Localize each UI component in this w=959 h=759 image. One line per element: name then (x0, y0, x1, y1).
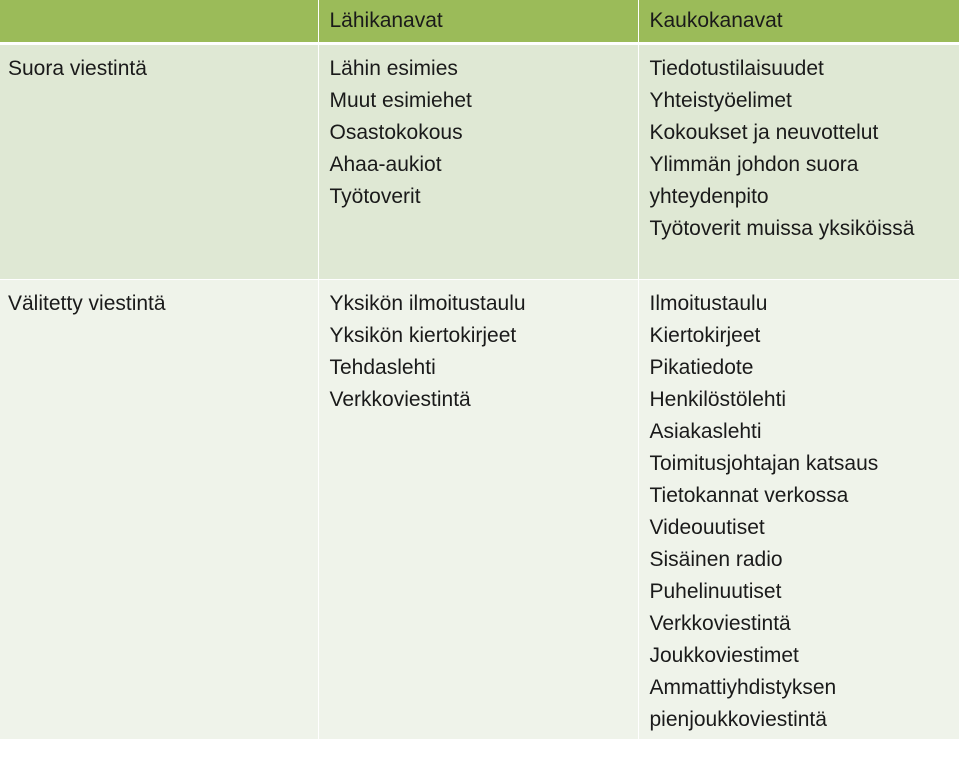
table-row-suora (0, 43, 959, 279)
list-item: Pikatiedote (649, 355, 754, 379)
kauko-cell (638, 279, 959, 739)
list-item: Ahaa-aukiot (329, 152, 442, 176)
list-item: Yksikön ilmoitustaulu (329, 291, 526, 315)
list-item: Yhteistyöelimet (649, 88, 792, 112)
list-item: Ilmoitustaulu (649, 291, 768, 315)
list-item: Tietokannat verkossa (649, 483, 849, 507)
list-item: Osastokokous (329, 120, 463, 144)
list-item: Ylimmän johdon suora yhteydenpito (649, 152, 859, 208)
list-item: Lähin esimies (329, 56, 458, 80)
list-item: Työtoverit (329, 184, 421, 208)
header-cell-lahikanavat: Lähikanavat (318, 0, 638, 43)
row-label: Välitetty viestintä (0, 279, 318, 739)
list-item: Työtoverit muissa yksiköissä (649, 216, 915, 240)
header-cell-empty (0, 0, 318, 43)
header-row (0, 0, 959, 43)
list-item: Sisäinen radio (649, 547, 783, 571)
list-item: Tehdaslehti (329, 355, 436, 379)
list-item: Kokoukset ja neuvottelut (649, 120, 879, 144)
list-item: Toimitusjohtajan katsaus (649, 451, 879, 475)
row-label: Suora viestintä (0, 43, 318, 279)
lahi-cell (318, 43, 638, 279)
list-item: Verkkoviestintä (649, 611, 791, 635)
list-item: Ammattiyhdistyksen pienjoukkoviestintä (649, 675, 837, 731)
list-item: Muut esimiehet (329, 88, 472, 112)
table-row-valitetty (0, 279, 959, 739)
list-item: Kiertokirjeet (649, 323, 761, 347)
list-item: Asiakaslehti (649, 419, 762, 443)
header-cell-kaukokanavat: Kaukokanavat (638, 0, 959, 43)
list-item: Tiedotustilaisuudet (649, 56, 824, 80)
lahi-cell (318, 279, 638, 739)
list-item: Videouutiset (649, 515, 765, 539)
list-item: Verkkoviestintä (329, 387, 471, 411)
list-item: Joukkoviestimet (649, 643, 799, 667)
kauko-cell (638, 43, 959, 279)
list-item: Yksikön kiertokirjeet (329, 323, 517, 347)
list-item: Puhelinuutiset (649, 579, 782, 603)
list-item: Henkilöstölehti (649, 387, 787, 411)
